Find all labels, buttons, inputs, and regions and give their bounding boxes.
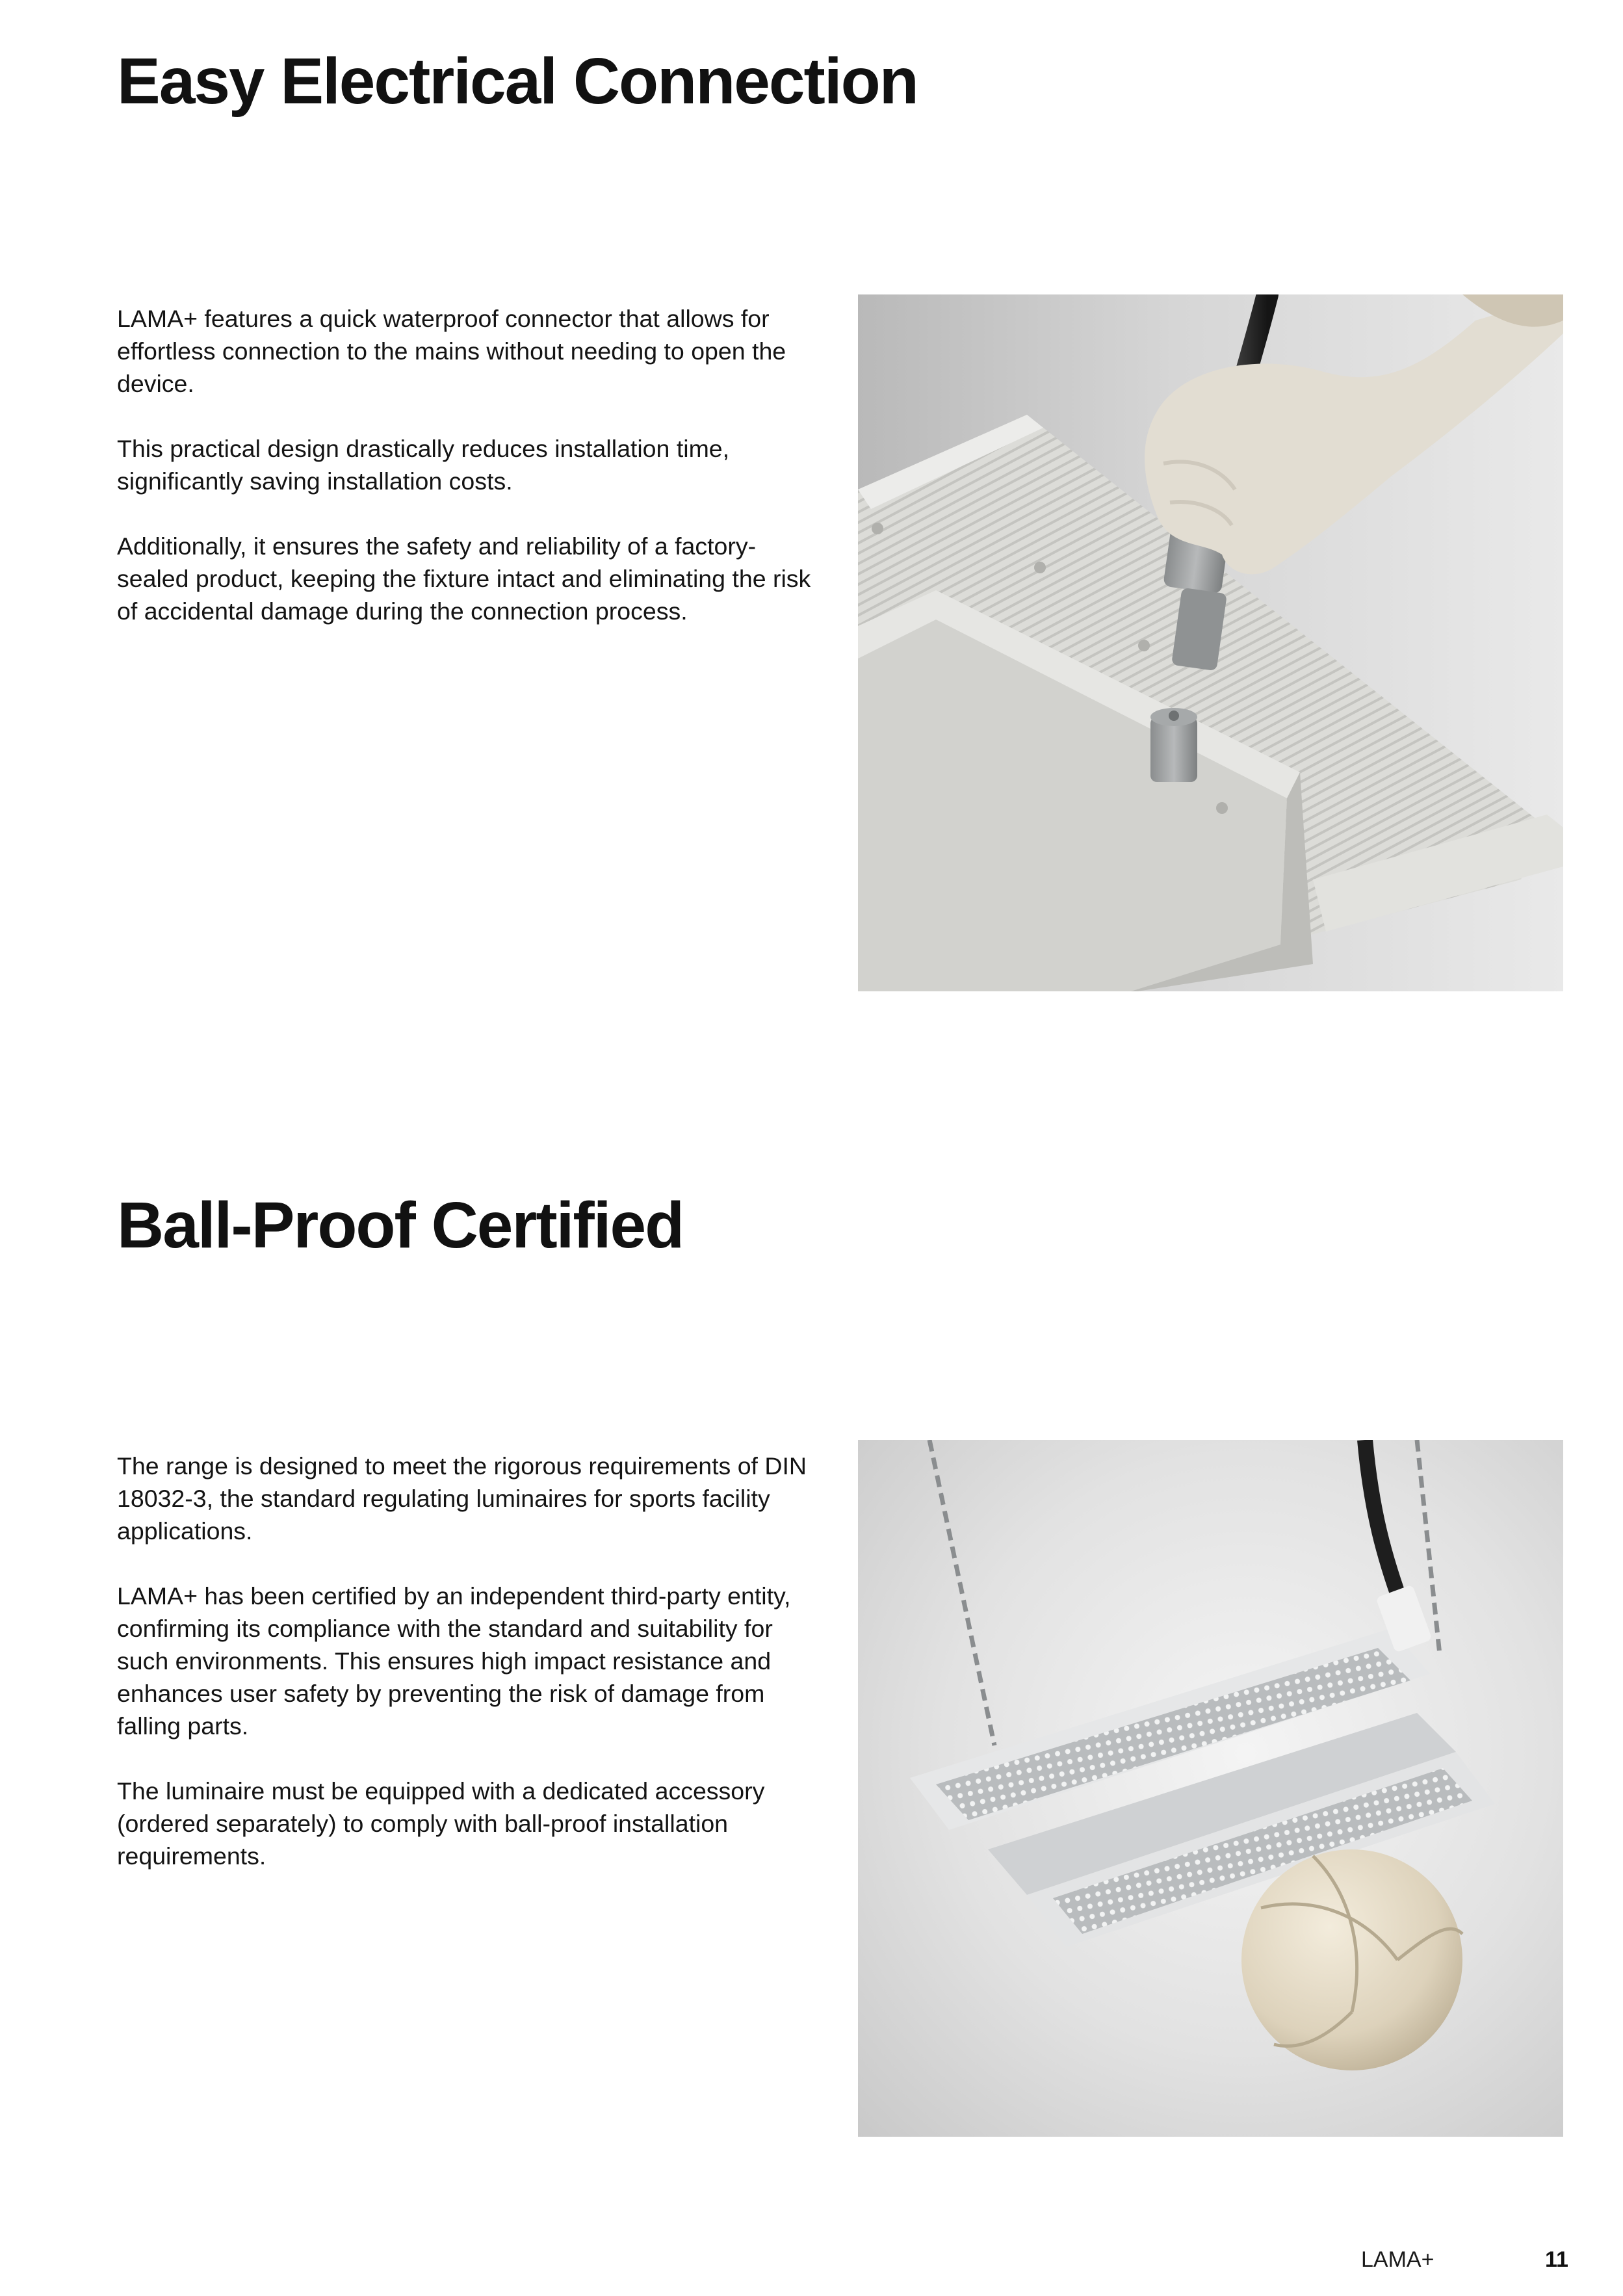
paragraph: Additionally, it ensures the safety and reliability of a factory-sealed product, keeping the fixture intact and eliminating the risk of accidental damage during the connection process. <box>117 532 811 625</box>
section-title-electrical-connection: Easy Electrical Connection <box>117 45 918 118</box>
screw <box>1138 640 1150 651</box>
paragraph: This practical design drastically reduces installation time, significantly saving installation costs. <box>117 435 730 495</box>
footer-brand: LAMA+ <box>1361 2247 1435 2272</box>
ball-proof-text <box>117 1450 819 1905</box>
power-cable <box>1365 1440 1401 1602</box>
page-number: 11 <box>1545 2247 1568 2272</box>
paragraph: The luminaire must be equipped with a dedicated accessory (ordered separately) to comply with ball-proof installation requirements. <box>117 1777 765 1870</box>
hanging-chain-left <box>929 1440 994 1745</box>
screw <box>872 523 883 534</box>
socket-connector <box>1150 717 1197 782</box>
screw <box>1034 562 1046 573</box>
socket-pin <box>1169 711 1179 721</box>
luminaire-illustration <box>858 1440 1563 2137</box>
section-title-ball-proof: Ball-Proof Certified <box>117 1189 684 1262</box>
screw <box>1216 802 1228 814</box>
paragraph: The range is designed to meet the rigorous requirements of DIN 18032-3, the standard regulating luminaires for sports facility applications. <box>117 1452 807 1545</box>
gloved-hand <box>1145 294 1563 574</box>
paragraph: LAMA+ has been certified by an independent third-party entity, confirming its compliance with the standard and suitability for such environments. This ensures high impact resistance and enhances user safety by preventing the risk of damage from falling parts. <box>117 1582 791 1740</box>
connector-photo <box>858 294 1563 991</box>
connector-illustration <box>858 294 1563 991</box>
electrical-connection-text <box>117 302 819 660</box>
volleyball <box>1241 1849 1462 2070</box>
luminaire-ball-photo <box>858 1440 1563 2137</box>
paragraph: LAMA+ features a quick waterproof connector that allows for effortless connection to the mains without needing to open the device. <box>117 305 786 397</box>
